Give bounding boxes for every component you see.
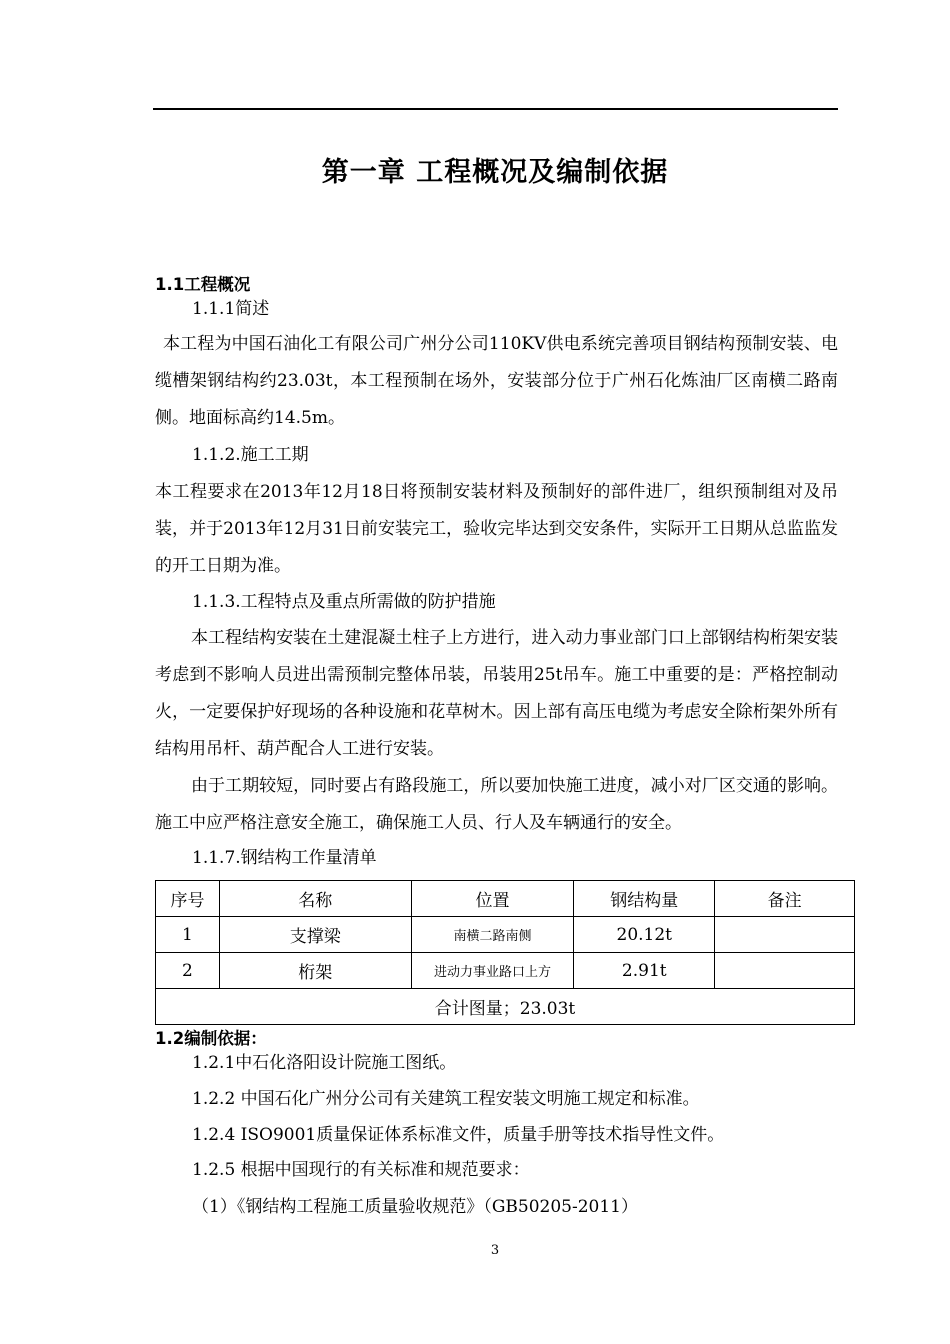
section-1-2-heading: 1.2编制依据： <box>155 1029 267 1048</box>
table-header-row <box>156 881 855 917</box>
section-1-1-3-heading: 1.1.3.工程特点及重点所需做的防护措施 <box>192 592 496 612</box>
header-cell: 备注 <box>715 881 855 917</box>
table-cell <box>715 953 855 989</box>
paragraph-schedule: 本工程要求在2013年12月18日将预制安装材料及预制好的部件进厂，组织预制组对及吊装，并于2013年12月31日前安装完工，验收完毕达到交安条件，实际开工日期从总监监发的开工日期为准。 <box>155 482 838 576</box>
table-row <box>156 917 855 953</box>
table-cell: 进动力事业路口上方 <box>411 953 574 989</box>
paragraph-overview: 本工程为中国石油化工有限公司广州分公司110KV供电系统完善项目钢结构预制安装、电缆槽架钢结构约23.03t，本工程预制在场外，安装部分位于广州石化炼油厂区南横二路南侧。地面标高约14.5m。 <box>155 334 838 428</box>
table-cell: 南横二路南侧 <box>411 917 574 953</box>
basis-item-1-2-5: 1.2.5 根据中国现行的有关标准和规范要求： <box>192 1160 530 1180</box>
header-cell: 钢结构量 <box>574 881 715 917</box>
header-cell: 序号 <box>156 881 220 917</box>
workload-table <box>155 880 855 1025</box>
table-cell: 2.91t <box>574 953 715 989</box>
chapter-title: 第一章 工程概况及编制依据 <box>321 157 669 188</box>
table-total-row <box>156 989 855 1025</box>
section-1-1-1-heading: 1.1.1简述 <box>192 299 270 319</box>
table-cell: 1 <box>156 917 220 953</box>
page-number: 3 <box>490 1243 500 1258</box>
header-rule <box>153 108 838 110</box>
basis-item-1-2-2: 1.2.2 中国石化广州分公司有关建筑工程安装文明施工规定和标准。 <box>192 1089 700 1109</box>
table-row <box>156 953 855 989</box>
table-cell: 2 <box>156 953 220 989</box>
table-cell: 20.12t <box>574 917 715 953</box>
header-cell: 位置 <box>411 881 574 917</box>
header-cell: 名称 <box>219 881 411 917</box>
basis-subitem-1: （1）《钢结构工程施工质量验收规范》（GB50205-2011） <box>192 1197 638 1217</box>
section-1-1-heading: 1.1工程概况 <box>155 275 251 294</box>
basis-item-1-2-4: 1.2.4 ISO9001质量保证体系标准文件，质量手册等技术指导性文件。 <box>192 1125 725 1145</box>
paragraph-safety: 由于工期较短，同时要占有路段施工，所以要加快施工进度，减小对厂区交通的影响。施工中应严格注意安全施工，确保施工人员、行人及车辆通行的安全。 <box>155 776 838 833</box>
table-cell <box>715 917 855 953</box>
section-1-1-2-heading: 1.1.2.施工工期 <box>192 445 309 465</box>
section-1-1-7-heading: 1.1.7.钢结构工作量清单 <box>192 848 377 868</box>
basis-item-1-2-1: 1.2.1中石化洛阳设计院施工图纸。 <box>192 1053 457 1073</box>
paragraph-features: 本工程结构安装在土建混凝土柱子上方进行，进入动力事业部门口上部钢结构桁架安装考虑到不影响人员进出需预制完整体吊装，吊装用25t吊车。施工中重要的是：严格控制动火，一定要保护好现场的各种设施和花草树木。因上部有高压电缆为考虑安全除桁架外所有结构用吊杆、葫芦配合人工进行安装。 <box>155 628 838 759</box>
table-cell: 桁架 <box>219 953 411 989</box>
table-total-cell: 合计图量；23.03t <box>156 989 855 1025</box>
table-cell: 支撑梁 <box>219 917 411 953</box>
